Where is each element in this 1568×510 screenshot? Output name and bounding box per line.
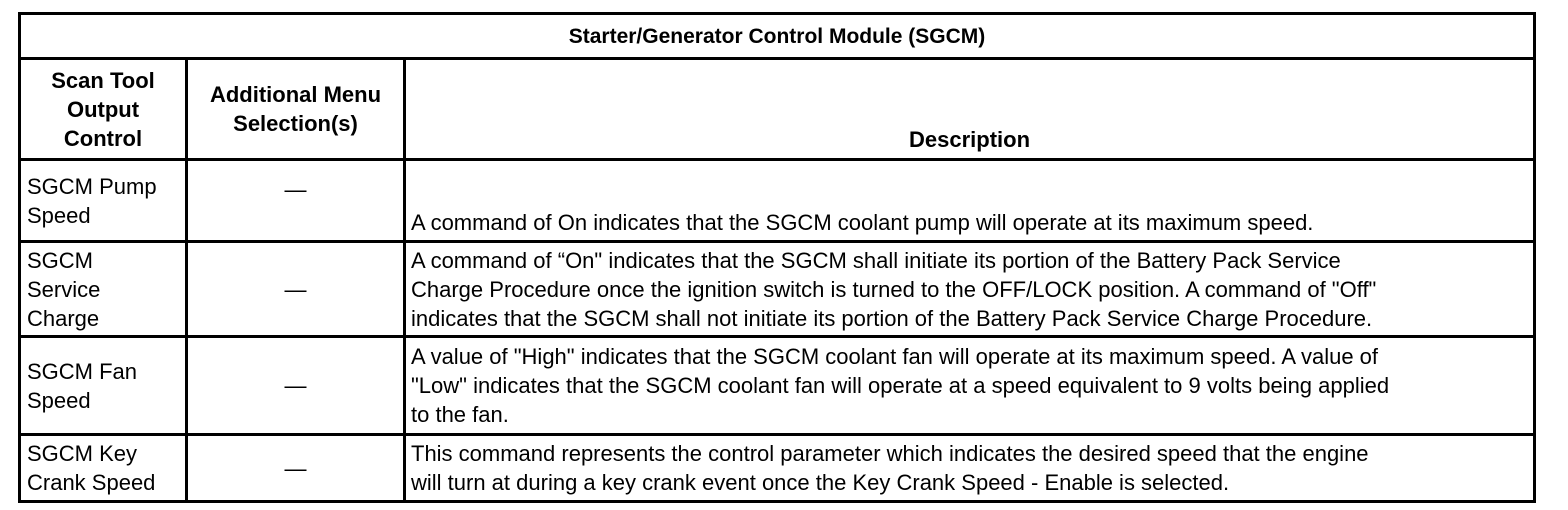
header-line: Output <box>66 96 140 122</box>
menu-selection-value: — <box>284 276 307 302</box>
control-cell <box>20 160 187 242</box>
table-row <box>20 242 1535 337</box>
menu-selection-value: — <box>284 455 307 481</box>
menu-selection-cell <box>187 242 405 337</box>
menu-selection-cell <box>187 160 405 242</box>
table-row <box>20 337 1535 435</box>
menu-selection-value: — <box>284 177 307 202</box>
description-line: This command represents the control parameter which indicates the desired speed that the engine <box>411 441 1369 466</box>
menu-selection-cell <box>187 337 405 435</box>
table-row <box>20 160 1535 242</box>
control-cell <box>20 242 187 337</box>
description-line: A command of On indicates that the SGCM coolant pump will operate at its maximum speed. <box>411 210 1314 235</box>
description-line: "Low" indicates that the SGCM coolant fan will operate at a speed equivalent to 9 volts being applied <box>411 373 1390 398</box>
header-line: Scan Tool <box>51 67 155 93</box>
table-title: Starter/Generator Control Module (SGCM) <box>20 14 1535 59</box>
control-cell <box>20 435 187 502</box>
description-cell <box>405 337 1535 435</box>
table-header-row <box>20 59 1535 160</box>
header-line: Control <box>63 125 143 151</box>
description-cell <box>405 160 1535 242</box>
menu-selection-cell <box>187 435 405 502</box>
header-description: Description <box>405 59 1535 160</box>
control-line: SGCM Pump <box>27 173 157 199</box>
description-line: to the fan. <box>411 402 509 427</box>
description-cell <box>405 435 1535 502</box>
sgcm-output-control-table <box>18 12 1536 503</box>
header-scan-tool-output-control <box>20 59 187 160</box>
control-line: Charge <box>27 305 100 331</box>
header-line: Selection(s) <box>233 111 358 136</box>
description-line: will turn at during a key crank event once the Key Crank Speed - Enable is selected. <box>411 470 1230 495</box>
control-line: SGCM <box>27 247 93 273</box>
header-line: Additional Menu <box>209 82 382 107</box>
table-row <box>20 435 1535 502</box>
control-line: Crank Speed <box>27 470 156 495</box>
description-line: A value of "High" indicates that the SGCM coolant fan will operate at its maximum speed. A value of <box>411 344 1379 369</box>
control-cell <box>20 337 187 435</box>
control-line: SGCM Fan <box>27 358 138 384</box>
control-line: Speed <box>27 387 91 413</box>
header-additional-menu-selections <box>187 59 405 160</box>
description-cell <box>405 242 1535 337</box>
description-line: A command of “On" indicates that the SGCM shall initiate its portion of the Battery Pack Service <box>411 247 1341 273</box>
description-line: indicates that the SGCM shall not initiate its portion of the Battery Pack Service Charge Procedure. <box>411 305 1373 331</box>
control-line: Speed <box>27 202 91 228</box>
control-line: SGCM Key <box>27 441 138 466</box>
menu-selection-value: — <box>284 373 307 398</box>
control-line: Service <box>27 276 101 302</box>
description-line: Charge Procedure once the ignition switch is turned to the OFF/LOCK position. A command of "Off" <box>411 276 1377 302</box>
table-title-row <box>20 14 1535 59</box>
